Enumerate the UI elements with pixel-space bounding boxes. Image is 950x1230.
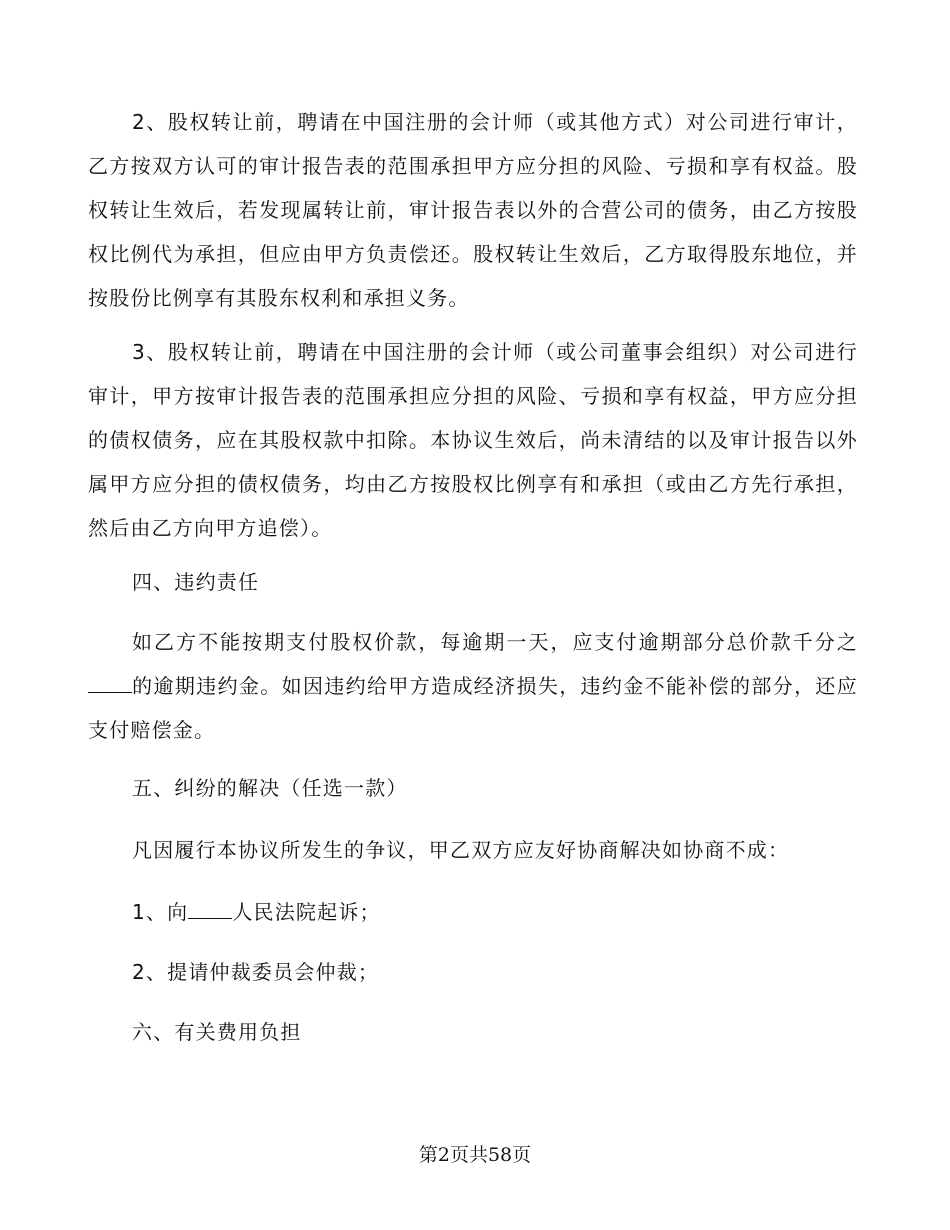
court-text-part-2: 人民法院起诉； [232,900,381,924]
fill-in-blank [88,674,132,693]
fill-in-blank [188,900,232,919]
paragraph-breach [88,620,858,752]
paragraph-clause-2: 2、股权转让前，聘请在中国注册的会计师（或其他方式）对公司进行审计，乙方按双方认可的审计报告表的范围承担甲方应分担的风险、亏损和享有权益。股权转让生效后，若发现属转让前，审计报告表以外的合营公司的债务，由乙方按股权比例代为承担，但应由甲方负责偿还。股权转让生效后，乙方取得股东地位，并按股份比例享有其股东权利和承担义务。 [88,110,858,310]
section-title-dispute: 五、纠纷的解决（任选一款） [132,776,408,800]
dispute-item-court [132,890,381,934]
dispute-item-arbitration: 2、提请仲裁委员会仲裁； [132,960,380,984]
court-text-part-1: 1、向 [132,900,189,924]
page-number: 第2页共58页 [418,1144,532,1166]
dispute-intro: 凡因履行本协议所发生的争议，甲乙双方应友好协商解决如协商不成： [132,838,790,862]
breach-text-part-1: 如乙方不能按期支付股权价款，每逾期一天，应支付逾期部分总价款千分之 [132,630,858,654]
paragraph-clause-3: 3、股权转让前，聘请在中国注册的会计师（或公司董事会组织）对公司进行审计，甲方按审计报告表的范围承担应分担的风险、亏损和享有权益，甲方应分担的债权债务，应在其股权款中扣除。本协议生效后，尚未清结的以及审计报告以外属甲方应分担的债权债务，均由乙方按股权比例享有和承担（或由乙方先行承担，然后由乙方向甲方追偿）。 [88,340,858,540]
breach-text-part-2: 的逾期违约金。如因违约给甲方造成经济损失，违约金不能补偿的部分，还应支付赔偿金。 [88,674,858,742]
section-title-fees: 六、有关费用负担 [132,1020,302,1044]
section-title-breach: 四、违约责任 [132,570,260,594]
